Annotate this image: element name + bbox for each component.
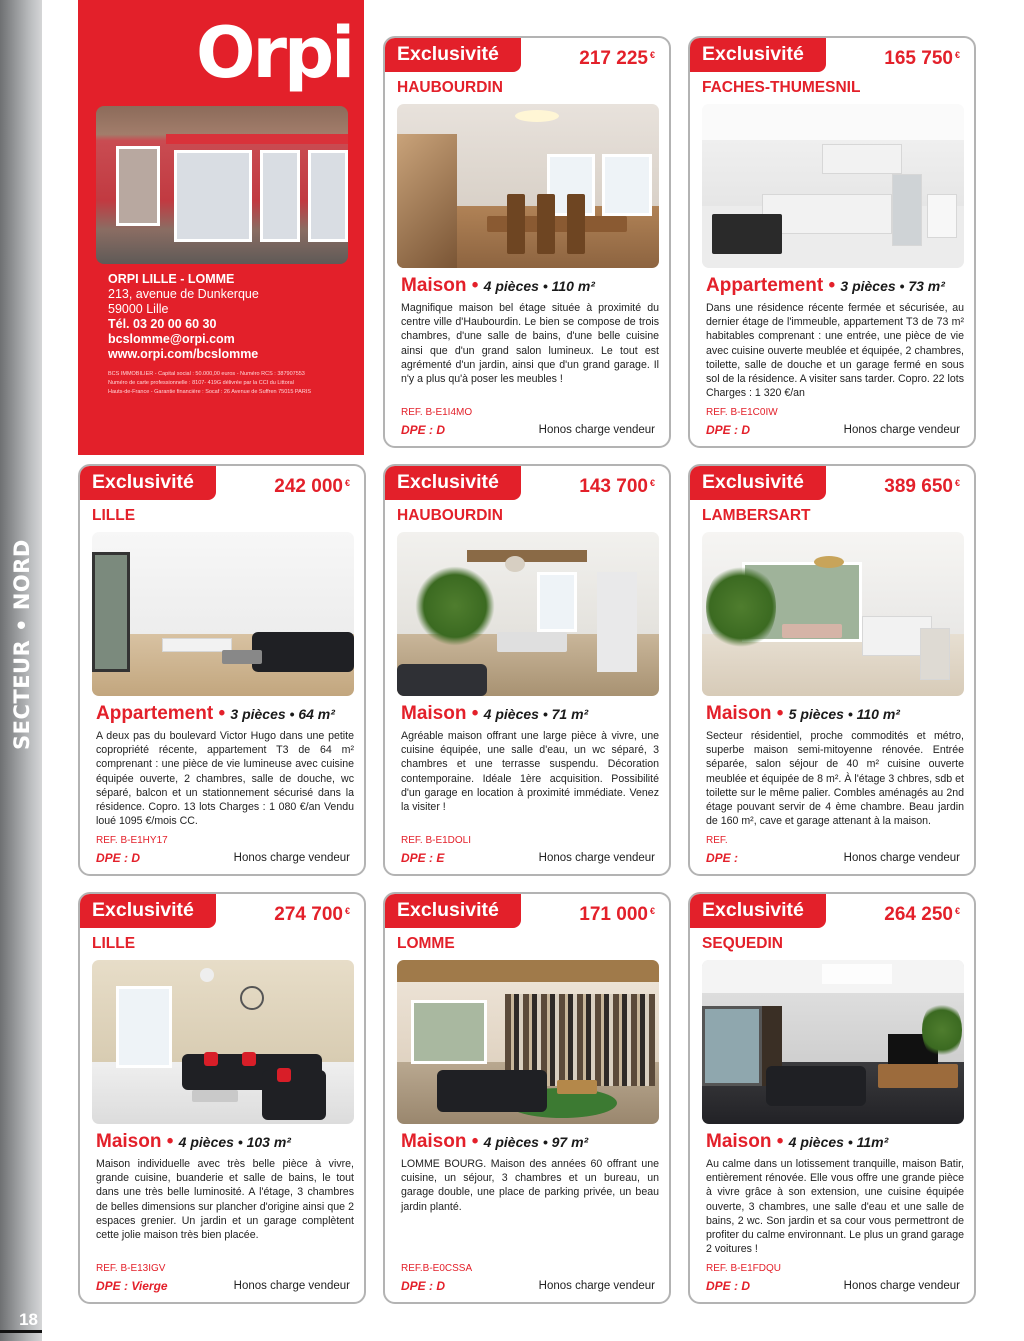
listing-city: HAUBOURDIN: [397, 79, 503, 96]
listing-photo[interactable]: [397, 532, 659, 696]
listing-type-line: Maison • 4 pièces • 71 m²: [401, 703, 589, 724]
listing-price: 274 700 €: [274, 904, 350, 925]
exclusivity-badge: Exclusivité: [690, 466, 826, 500]
currency-symbol: €: [954, 50, 960, 60]
currency-symbol: €: [649, 478, 655, 488]
listing-description: Au calme dans un lotissement tranquille, maison Batir, entièrement rénovée. Elle vous offre une grande pièce à vivre grâce à son extension, une cuisine équipée ouverte, 3 chambres, une salle d'eau et une salle de bains, 2 wc. Son jardin et sa cour vous permettront de profiter du calme environnant. Le plus un grand garage 2 voitures !: [706, 1158, 964, 1256]
listing-reference: REF. B-E1C0IW: [706, 407, 778, 418]
listing-price: 171 000 €: [579, 904, 655, 925]
section-label: SECTEUR • NORD: [10, 539, 34, 750]
listing-fees: Honos charge vendeur: [843, 1280, 960, 1292]
listing-price: 165 750 €: [884, 48, 960, 69]
currency-symbol: €: [649, 50, 655, 60]
listing-type-line: Maison • 4 pièces • 110 m²: [401, 275, 595, 296]
agency-legal: BCS IMMOBILIER - Capital social : 50.000,00 euros - Numéro RCS : 387907553 Numéro de carte professionnelle : 8107- 419G délivrée par la CCI du Littoral Hauts-de-France - Garantie financière : Socaf : 26 Avenue de Suffren 75015 PARIS: [108, 371, 312, 395]
listing-reference: REF.: [706, 835, 728, 846]
listing-city: LILLE: [92, 507, 136, 524]
listing-type: Appartement: [706, 275, 824, 296]
listing-dpe: DPE : D: [706, 423, 751, 437]
listing-city: LOMME: [397, 935, 455, 952]
exclusivity-badge: Exclusivité: [80, 466, 216, 500]
listing-fees: Honos charge vendeur: [538, 852, 655, 864]
currency-symbol: €: [344, 478, 350, 488]
listing-card[interactable]: [78, 464, 366, 876]
listing-reference: REF. B-E1DOLI: [401, 835, 472, 846]
listing-city: FACHES-THUMESNIL: [702, 79, 861, 96]
listing-price: 217 225 €: [579, 48, 655, 69]
orpi-logo: Orpi: [196, 12, 353, 94]
listing-reference: REF. B-E13IGV: [96, 1263, 166, 1274]
agency-phone: Tél. 03 20 00 60 30: [108, 317, 217, 331]
listing-type: Maison: [401, 703, 467, 724]
listing-description: LOMME BOURG. Maison des années 60 offrant une cuisine, un séjour, 3 chambres et un bureau, un garage double, une place de parking privée, un beau jardin planté.: [401, 1158, 659, 1213]
listing-type: Maison: [706, 1131, 772, 1152]
agency-contact: [108, 272, 259, 362]
listing-dpe: DPE : Vierge: [96, 1279, 168, 1293]
listing-photo[interactable]: [702, 532, 964, 696]
listing-details: 4 pièces • 103 m²: [178, 1134, 291, 1150]
listing-reference: REF. B-E1HY17: [96, 835, 168, 846]
listing-card[interactable]: [383, 892, 671, 1304]
listing-dpe: DPE : D: [706, 1279, 751, 1293]
listing-type: Maison: [706, 703, 772, 724]
agency-address-line2: 59000 Lille: [108, 302, 169, 316]
listing-fees: Honos charge vendeur: [538, 424, 655, 436]
listing-description: Secteur résidentiel, proche commodités et métro, superbe maison semi-mitoyenne rénovée. Entrée séparée, salon séjour de 40 m² cuisine ouverte meublée et équipée de 8 m². À l'étage 3 chbres, sdb et toilette sur le même palier. Combles aménagés au 2nd étage pouvant servir de 4 ème chambre. Beau jardin de 160 m², cave et garage attenant à la maison.: [706, 730, 964, 828]
listing-fees: Honos charge vendeur: [538, 1280, 655, 1292]
listing-photo[interactable]: [397, 104, 659, 268]
listing-card[interactable]: [383, 464, 671, 876]
listing-description: A deux pas du boulevard Victor Hugo dans une petite copropriété récente, appartement T3 de 64 m² comprenant : une pièce de vie lumineuse avec cuisine équipée ouverte, 2 chambres, salle de douche, wc séparé, balcon et un stationnement sécurisé dans la résidence. Copro. 13 lots Charges : 1 080 €/an Vendu loué 1095 €/mois CC.: [96, 730, 354, 828]
listing-details: 4 pièces • 71 m²: [483, 706, 589, 722]
listing-dpe: DPE : D: [401, 423, 446, 437]
listing-city: HAUBOURDIN: [397, 507, 503, 524]
listing-reference: REF.B-E0CSSA: [401, 1263, 473, 1274]
listing-fees: Honos charge vendeur: [233, 1280, 350, 1292]
agency-name: ORPI LILLE - LOMME: [108, 272, 235, 286]
agency-address-line1: 213, avenue de Dunkerque: [108, 287, 259, 301]
listing-type-line: Maison • 4 pièces • 97 m²: [401, 1131, 589, 1152]
listing-type: Maison: [401, 1131, 467, 1152]
page-number: 18: [19, 1310, 38, 1329]
listing-photo[interactable]: [92, 532, 354, 696]
exclusivity-badge: Exclusivité: [80, 894, 216, 928]
listing-city: LILLE: [92, 935, 136, 952]
listing-city: LAMBERSART: [702, 507, 811, 524]
listing-description: Magnifique maison bel étage située à proximité du centre ville d'Haubourdin. Le bien se compose de trois chambres, d'une salle de bains, d'une belle cuisine ainsi que d'un grand salon lumineux. Le tout est agrémenté d'un jardin, ainsi que d'un grand garage. Il n'y a plus qu'à poser les meubles !: [401, 302, 659, 386]
listing-dpe: DPE : D: [401, 1279, 446, 1293]
agency-website: www.orpi.com/bcslomme: [108, 347, 259, 361]
listing-details: 3 pièces • 73 m²: [840, 278, 945, 294]
agency-shop-photo: [96, 106, 348, 264]
listing-details: 4 pièces • 97 m²: [483, 1134, 589, 1150]
listing-price: 389 650 €: [884, 476, 960, 497]
listing-type: Appartement: [96, 703, 214, 724]
listing-card[interactable]: [688, 36, 976, 448]
listing-dpe: DPE :: [706, 851, 739, 865]
listing-photo[interactable]: [92, 960, 354, 1124]
listing-card[interactable]: [78, 892, 366, 1304]
listing-details: 5 pièces • 110 m²: [788, 706, 900, 722]
exclusivity-badge: Exclusivité: [385, 894, 521, 928]
currency-symbol: €: [649, 906, 655, 916]
listing-details: 3 pièces • 64 m²: [230, 706, 335, 722]
agency-email: bcslomme@orpi.com: [108, 332, 235, 346]
exclusivity-badge: Exclusivité: [690, 894, 826, 928]
listing-fees: Honos charge vendeur: [233, 852, 350, 864]
exclusivity-badge: Exclusivité: [385, 38, 521, 72]
listing-card[interactable]: [383, 36, 671, 448]
page-number-rule: [0, 1330, 42, 1333]
currency-symbol: €: [954, 906, 960, 916]
listing-description: Dans une résidence récente fermée et sécurisée, au dernier étage de l'immeuble, appartement T3 de 73 m² habitables comprenant : une entrée, une pièce de vie avec cuisine ouverte meublée et équipée, 2 chambres, toilette, salle de douche et un garage fermé en sous sol de la résidence. A visiter sans tarder. Copro. 22 lots Charges : 1 320 €/an: [706, 302, 964, 400]
listing-card[interactable]: [688, 464, 976, 876]
listing-reference: REF. B-E1FDQU: [706, 1263, 782, 1274]
listing-type-line: Maison • 4 pièces • 103 m²: [96, 1131, 291, 1152]
listing-type: Maison: [96, 1131, 162, 1152]
listing-type-line: Maison • 5 pièces • 110 m²: [706, 703, 900, 724]
listing-fees: Honos charge vendeur: [843, 424, 960, 436]
listing-type-line: Appartement • 3 pièces • 73 m²: [706, 275, 945, 296]
listing-dpe: DPE : E: [401, 851, 445, 865]
listing-type: Maison: [401, 275, 467, 296]
listing-photo[interactable]: [397, 960, 659, 1124]
listing-card[interactable]: [688, 892, 976, 1304]
listing-description: Agréable maison offrant une large pièce à vivre, une cuisine équipée, une salle d'eau, un wc séparé, 3 chambres et une terrasse suspendu. Décoration contemporaine. Idéale 1ère acquisition. Possibilité d'un garage en location à proximité immédiate. Venez la visiter !: [401, 730, 659, 814]
listing-fees: Honos charge vendeur: [843, 852, 960, 864]
listing-dpe: DPE : D: [96, 851, 141, 865]
listing-photo[interactable]: [702, 104, 964, 268]
currency-symbol: €: [954, 478, 960, 488]
exclusivity-badge: Exclusivité: [690, 38, 826, 72]
listing-city: SEQUEDIN: [702, 935, 783, 952]
listing-photo[interactable]: [702, 960, 964, 1124]
listing-details: 4 pièces • 110 m²: [483, 278, 595, 294]
listing-price: 264 250 €: [884, 904, 960, 925]
listing-reference: REF. B-E1I4MO: [401, 407, 473, 418]
listing-price: 242 000 €: [274, 476, 350, 497]
listing-price: 143 700 €: [579, 476, 655, 497]
listing-details: 4 pièces • 11m²: [788, 1134, 889, 1150]
listing-description: Maison individuelle avec très belle pièce à vivre, grande cuisine, buanderie et salle de bains, le tout dans une très belle luminosité. A l'étage, 3 chambres de belles dimensions sur plancher d'origine ainsi que 2 espaces grenier. Un jardin et un garage complètent cette jolie maison très bien placée.: [96, 1158, 354, 1242]
listing-type-line: Maison • 4 pièces • 11m²: [706, 1131, 889, 1152]
exclusivity-badge: Exclusivité: [385, 466, 521, 500]
agency-panel: [78, 0, 364, 455]
currency-symbol: €: [344, 906, 350, 916]
listing-type-line: Appartement • 3 pièces • 64 m²: [96, 703, 335, 724]
